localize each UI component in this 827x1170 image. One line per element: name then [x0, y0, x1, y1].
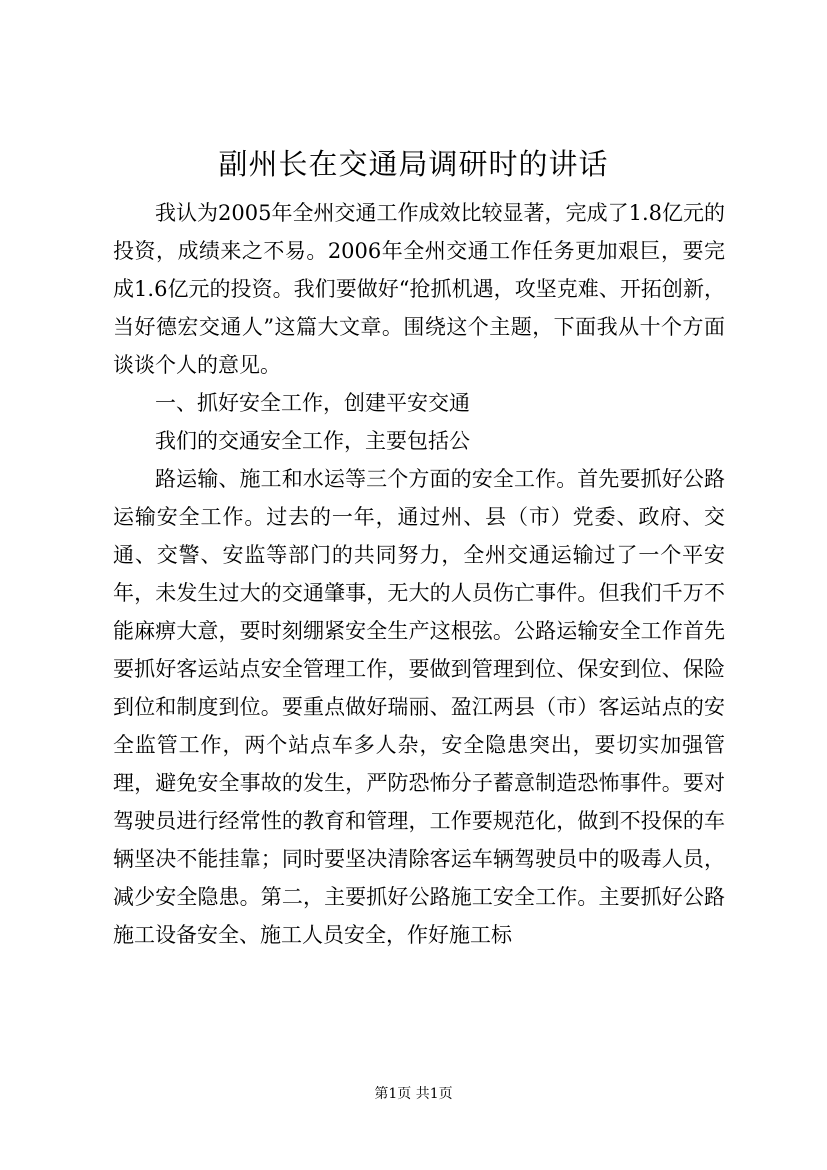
- section-heading: 一、抓好安全工作，创建平安交通: [155, 391, 470, 415]
- paragraph-safety-lead: 我们的交通安全工作，主要包括公: [155, 429, 470, 453]
- paragraph-safety-body: 路运输、施工和水运等三个方面的安全工作。首先要抓好公路运输安全工作。过去的一年，通过州、县（市）党委、政府、交通、交警、安监等部门的共同努力，全州交通运输过了一个平安年，未发生过大的交通肇事，无大的人员伤亡事件。但我们千万不能麻痹大意，要时刻绷紧安全生产这根弦。公路运输安全工作首先要抓好客运站点安全管理工作，要做到管理到位、保安到位、保险到位和制度到位。要重点做好瑞丽、盈江两县（市）客运站点的安全监管工作，两个站点车多人杂，安全隐患突出，要切实加强管理，避免安全事故的发生，严防恐怖分子蓄意制造恐怖事件。要对驾驶员进行经常性的教育和管理，工作要规范化，做到不投保的车辆坚决不能挂靠；同时要坚决清除客运车辆驾驶员中的吸毒人员，减少安全隐患。第二，主要抓好公路施工安全工作。主要抓好公路施工设备安全、施工人员安全，作好施工标: [113, 467, 725, 947]
- document-title: 副州长在交通局调研时的讲话: [218, 147, 609, 181]
- document-body: [113, 194, 725, 954]
- paragraph-intro: 我认为2005年全州交通工作成效比较显著，完成了1.8亿元的投资，成绩来之不易。2006年全州交通工作任务更加艰巨，要完成1.6亿元的投资。我们要做好“抢抓机遇，攻坚克难、开拓创新，当好德宏交通人”这篇大文章。围绕这个主题，下面我从十个方面谈谈个人的意见。: [113, 201, 725, 377]
- page-footer: 第1页 共1页: [374, 1086, 453, 1102]
